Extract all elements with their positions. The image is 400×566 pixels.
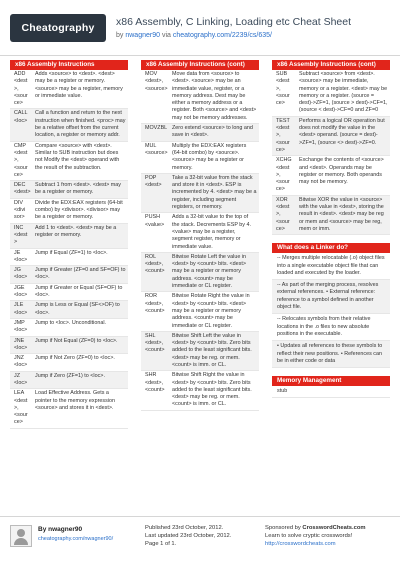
- instruction-row: [272, 196, 390, 235]
- instruction-description: Adds <source> to <dest>. <dest> may be a register or memory. <source> may be a register, memory or immediate value.: [35, 71, 123, 99]
- instruction-description: Jump is Less or Equal (SF<>OF) to <loc>.: [35, 302, 120, 316]
- instruction-row: [141, 124, 259, 142]
- instruction-name: JMP <loc>: [14, 319, 28, 334]
- instruction-row: [10, 224, 128, 249]
- instruction-name: LEA <dest >, <sour ce>: [14, 390, 28, 426]
- author-avatar[interactable]: [10, 525, 32, 547]
- instruction-description: Subtract 1 from <dest>. <dest> may be a register or memory.: [35, 182, 121, 196]
- instruction-name: CALL <loc>: [14, 110, 28, 124]
- footer-author-name[interactable]: nwagner90: [48, 526, 83, 533]
- section-paragraph: -- Merges multiple relocatable (.o) object files into a single executable object file that can loaded and executed by the loader.: [272, 253, 390, 280]
- cheatography-logo[interactable]: Cheatography: [10, 14, 106, 42]
- instruction-description: Divide the EDX:EAX registers (64-bit combo) by <divisor>. <divisor> may be a register or memory.: [35, 199, 123, 221]
- instruction-description: Jump if Greater (ZF=0 and SF=OF) to <loc>.: [35, 267, 126, 281]
- by-label: by: [116, 32, 124, 39]
- instruction-name: JNE <loc>: [14, 337, 28, 351]
- instruction-description: Jump to <loc>. Unconditional.: [35, 319, 107, 326]
- instruction-name: INC <dest >: [14, 224, 28, 246]
- sheet-footer: [0, 516, 400, 566]
- section-heading: x86 Assembly Instructions (cont): [272, 60, 390, 70]
- instruction-name: JNZ <loc>: [14, 355, 28, 369]
- instruction-row: [272, 70, 390, 117]
- column-3: [272, 60, 390, 398]
- instruction-row: [141, 371, 259, 410]
- instruction-row: [10, 249, 128, 267]
- instruction-name: CMP <dest >, <sour ce>: [14, 142, 28, 178]
- sheet-url-link[interactable]: cheatography.com/2239/cs/635/: [172, 32, 272, 39]
- instruction-description: Bitwise Shift Left the value in <dest> by <count> bits. Zero bits added to the least significant bits. <dest> may be reg. or mem. <count> is imm. or CL.: [172, 332, 252, 368]
- instruction-description: Jump if Zero (ZF=1) to <loc>.: [35, 372, 105, 379]
- instruction-name: JG <loc>: [14, 267, 28, 281]
- column-2: [141, 60, 259, 411]
- instruction-row: [141, 253, 259, 292]
- section-paragraph: -- Relocates symbols from their relative locations in the .o files to new absolute positions in the executable.: [272, 314, 390, 341]
- section-heading: x86 Assembly Instructions (cont): [141, 60, 259, 70]
- instruction-description: Performs a logical OR operation but does not modify the value in the <dest> operand. (source = dest)->ZF=1, (source <> dest)->ZF=0.: [299, 117, 385, 146]
- footer-by-label: By: [38, 526, 47, 533]
- updated-date: Last updated 23rd October, 2012.: [145, 533, 232, 540]
- instruction-description: Call a function and return to the next instruction when finished. <proc> may be a relative offset from the current location, a register or memory addr.: [35, 110, 126, 139]
- footer-author: [38, 526, 82, 533]
- instruction-row: [10, 266, 128, 284]
- published-date: Published 23rd October, 2012.: [145, 525, 224, 531]
- footer-author-link[interactable]: cheatography.com/nwagner90/: [38, 536, 114, 542]
- instruction-description: Jump if Greater or Equal (SF=OF) to <loc>.: [35, 284, 123, 299]
- instruction-description: Adds a 32-bit value to the top of the stack. Decrements ESP by 4. <value> may be a register, segment register, memory or immediate value.: [172, 214, 251, 250]
- instruction-row: [10, 354, 128, 372]
- instruction-description: Bitwise Shift Right the value in <dest> by <count> bits. Zero bits added to the least significant bits. <dest> may be reg. or mem. <count> is imm. or CL.: [172, 372, 252, 408]
- section-heading: Memory Management: [272, 376, 390, 386]
- cheat-section: [10, 60, 128, 429]
- instruction-name: POP <dest>: [145, 174, 162, 189]
- instruction-row: [10, 337, 128, 355]
- cheat-section: [141, 60, 259, 411]
- instruction-row: [10, 109, 128, 141]
- instruction-name: PUSH <value>: [145, 214, 165, 228]
- instruction-description: Subtract <source> from <dest>. <source> may be immediate, memory or a register. <dest> may be memory or a register. (source = dest)->ZF=1, (source > dest)->CF=1, (source < dest)->CF=0 and ZF=0: [299, 71, 388, 114]
- instruction-row: [10, 301, 128, 319]
- instruction-row: [141, 174, 259, 213]
- instruction-row: [10, 389, 128, 428]
- instruction-description: Jump if Not Equal (ZF=0) to <loc>.: [35, 337, 118, 344]
- author-link[interactable]: nwagner90: [125, 32, 160, 39]
- instruction-description: Add 1 to <dest>. <dest> may be a register or memory.: [35, 224, 117, 238]
- instruction-description: Jump if Equal (ZF=1) to <loc>.: [35, 249, 108, 256]
- cheat-section: [272, 243, 390, 368]
- instruction-row: [10, 284, 128, 302]
- instruction-row: [10, 199, 128, 224]
- instruction-row: [272, 156, 390, 195]
- column-1: [10, 60, 128, 429]
- section-paragraph: stub: [272, 386, 390, 398]
- sheet-byline: [116, 32, 272, 39]
- instruction-row: [272, 117, 390, 156]
- sponsor-tagline: Learn to solve cryptic crosswords!: [265, 533, 353, 540]
- sponsor-link[interactable]: http://crosswordcheats.com: [265, 541, 336, 548]
- sponsor-name[interactable]: CrosswordCheats.com: [302, 525, 366, 531]
- instruction-name: SHL <dest>, <count>: [145, 332, 165, 354]
- instruction-row: [10, 181, 128, 199]
- instruction-description: Multiply the EDX:EAX registers (64-bit combo) by <source>. <source> may be a register or memory.: [172, 142, 247, 171]
- instruction-description: Exchange the contents of <source> and <dest>. Operands may be register or memory. Both operands may not be memory.: [299, 157, 384, 186]
- instruction-description: Compare <source> with <dest>. Similar to SUB instruction but does not Modify the <dest> operand with the result of the subtraction.: [35, 142, 120, 171]
- instruction-name: MUL <source>: [145, 142, 168, 156]
- sheet-title: x86 Assembly, C Linking, Loading etc Cheat Sheet: [116, 16, 352, 28]
- instruction-description: Move data from <source> to <dest>. <source> may be an immediate value, register, or a memory address. Dest may be either a memory address or a register. Both <source> and <dest> may not be memory addresses.: [172, 71, 257, 121]
- instruction-description: Take a 32-bit value from the stack and store it in <dest>. ESP is incremented by 4. <dest> may be a register, including segment registers, or memory.: [172, 174, 257, 211]
- instruction-description: Zero extend <source> to long and save in <dest>.: [172, 125, 253, 139]
- instruction-name: ROL <dest>, <count>: [145, 253, 165, 275]
- via-label: via: [161, 32, 171, 39]
- section-heading: x86 Assembly Instructions: [10, 60, 128, 70]
- instruction-name: XCHG <dest >, <sour ce>: [276, 157, 292, 193]
- sheet-header: [0, 0, 400, 56]
- instruction-name: MOVZBL: [145, 125, 168, 132]
- instruction-name: JE <loc>: [14, 249, 28, 263]
- instruction-row: [141, 292, 259, 331]
- instruction-name: XOR <dest >, <sour ce>: [276, 196, 290, 232]
- instruction-description: Jump if Not Zero (ZF=0) to <loc>.: [35, 355, 115, 362]
- section-heading: What does a Linker do?: [272, 243, 390, 253]
- instruction-row: [10, 142, 128, 181]
- instruction-name: ADD <dest >, <sour ce>: [14, 71, 28, 107]
- instruction-description: Load Effective Address. Gets a pointer to the memory expression <source> and stores it in <dest>.: [35, 390, 115, 411]
- instruction-name: SUB <dest >, <sour ce>: [276, 71, 290, 107]
- cheat-section: [272, 60, 390, 235]
- instruction-description: Bitwise Rotate Left the value in <dest> by <count> bits. <dest> may be a register or memory address. <count> may be immediate or CL register.: [172, 253, 247, 290]
- instruction-row: [10, 319, 128, 337]
- instruction-description: Bitwise XOR the value in <source> with the value in <dest>, storing the result in <dest>. <dest> may be reg or mem and <source> may be reg, mem or imm.: [299, 196, 384, 232]
- instruction-row: [141, 332, 259, 371]
- instruction-row: [141, 142, 259, 174]
- publish-info: [145, 524, 231, 549]
- cheat-section: [272, 376, 390, 398]
- section-paragraph: -- As part of the merging process, resolves external references. • External reference: reference to a symbol defined in another object file.: [272, 280, 390, 314]
- section-paragraph: • Updates all references to these symbols to reflect their new positions. • References can be in either code or data: [272, 341, 390, 368]
- instruction-name: SHR <dest>, <count>: [145, 372, 165, 393]
- instruction-name: JGE <loc>: [14, 284, 28, 299]
- instruction-name: TEST <dest >, <sour ce>: [276, 117, 290, 153]
- instruction-name: JZ <loc>: [14, 372, 28, 386]
- instruction-name: DEC <dest>: [14, 182, 31, 196]
- instruction-description: Bitwise Rotate Right the value in <dest> by <count> bits. <dest> may be a register or memory address. <count> may be immediate or CL register.: [172, 293, 250, 329]
- page-count: Page 1 of 1.: [145, 541, 177, 548]
- instruction-row: [141, 70, 259, 124]
- instruction-row: [141, 213, 259, 252]
- instruction-name: MOV <dest>, <source>: [145, 71, 168, 92]
- instruction-name: DIV <divi sor>: [14, 199, 26, 221]
- instruction-name: ROR <dest>, <count>: [145, 293, 165, 314]
- sponsor-label: Sponsored by: [265, 525, 301, 531]
- instruction-row: [10, 70, 128, 109]
- sponsor-info: [265, 524, 366, 549]
- instruction-name: JLE <loc>: [14, 302, 28, 316]
- instruction-row: [10, 372, 128, 390]
